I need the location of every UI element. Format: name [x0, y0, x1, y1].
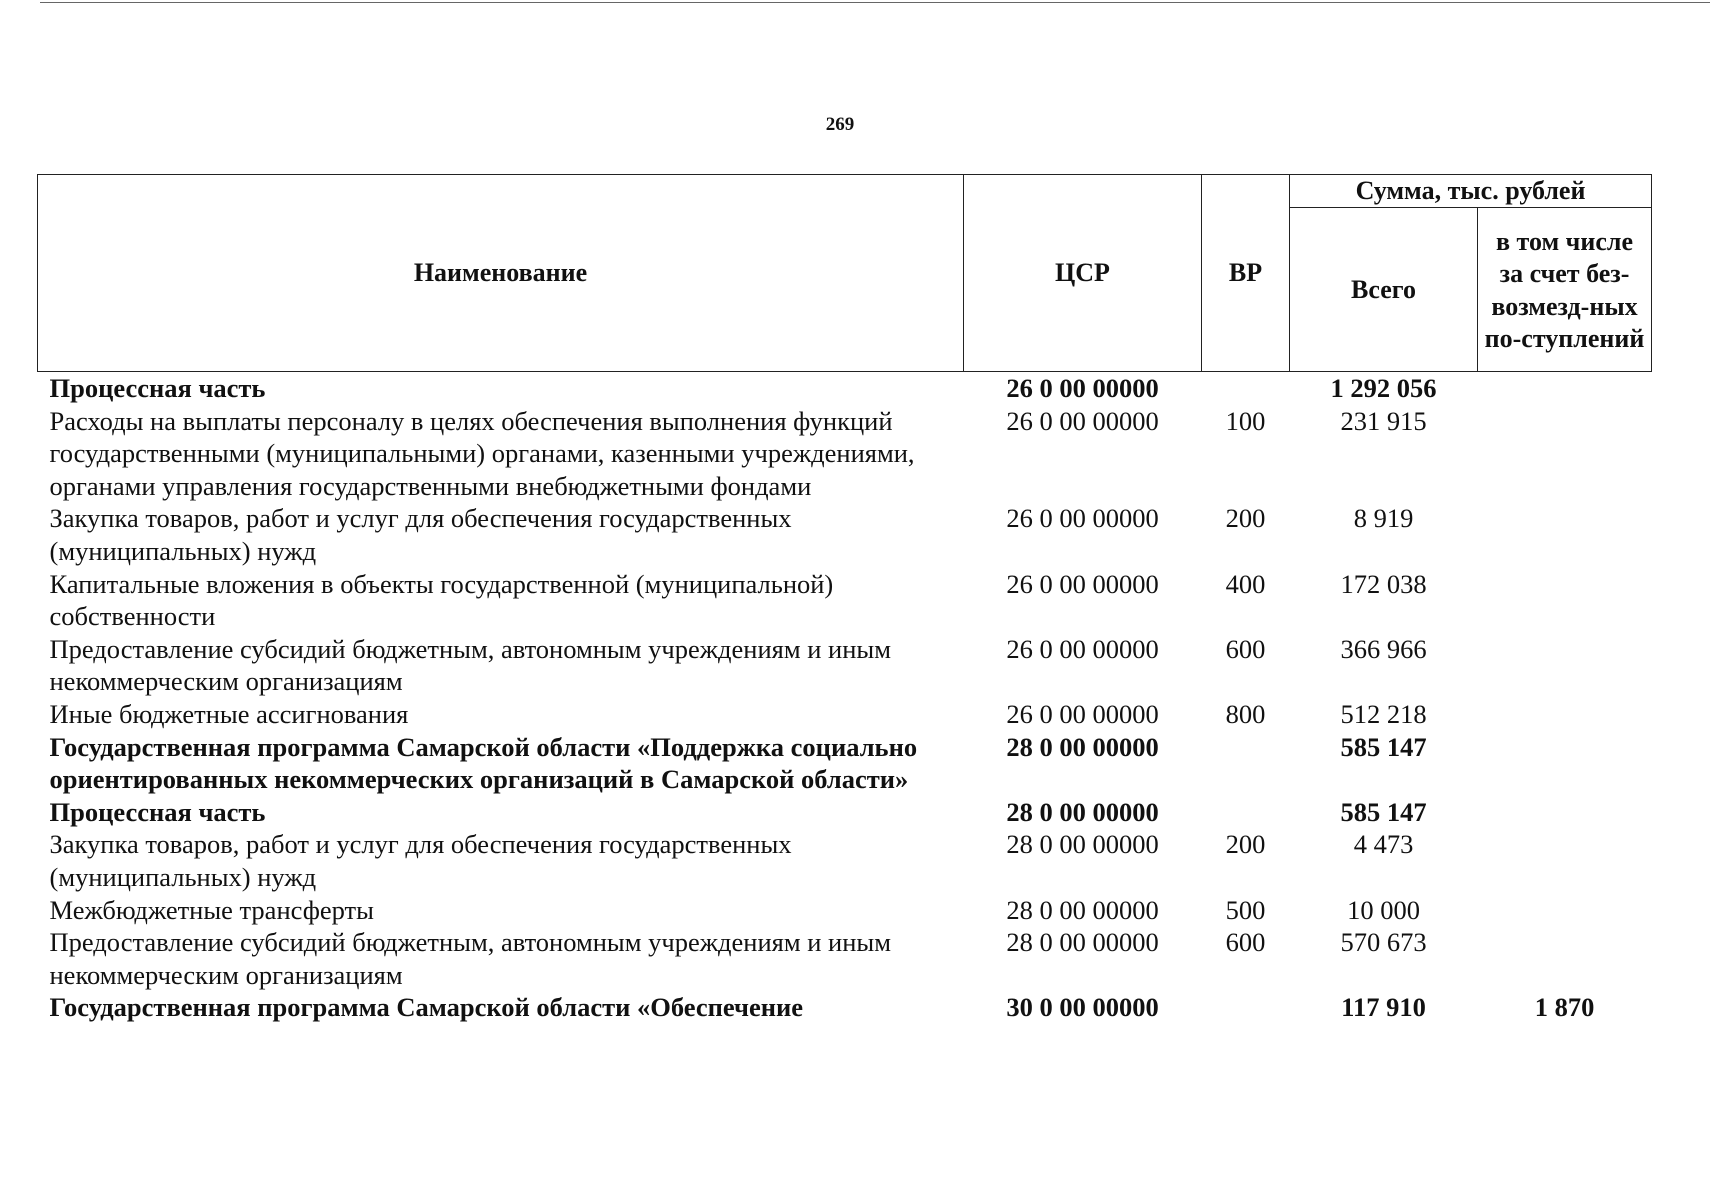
row-csr: 28 0 00 00000 — [1006, 731, 1159, 762]
row-vr — [1202, 991, 1290, 1024]
table-row — [38, 926, 1652, 991]
row-free — [1478, 698, 1652, 731]
row-vr: 500 — [1225, 894, 1266, 925]
row-free — [1478, 731, 1652, 796]
header-vr: ВР — [1202, 175, 1290, 372]
row-name: Предоставление субсидий бюджетным, автономным учреждениям и иным некоммерческим организациям — [49, 633, 891, 697]
table-row — [38, 828, 1652, 893]
table-header — [38, 175, 1652, 372]
row-csr: 26 0 00 00000 — [1006, 568, 1159, 599]
table-row — [38, 894, 1652, 927]
row-total: 231 915 — [1340, 405, 1427, 436]
table-row — [38, 502, 1652, 567]
row-vr — [1202, 796, 1290, 829]
header-sum: Сумма, тыс. рублей — [1290, 175, 1652, 208]
row-vr: 600 — [1225, 633, 1266, 664]
row-csr: 26 0 00 00000 — [1006, 698, 1159, 729]
row-total: 117 910 — [1341, 992, 1426, 1023]
table-body — [38, 372, 1652, 1024]
row-vr: 400 — [1225, 568, 1266, 599]
row-name: Процессная часть — [49, 796, 266, 827]
row-vr: 100 — [1225, 405, 1266, 436]
row-name: Предоставление субсидий бюджетным, автономным учреждениям и иным некоммерческим организациям — [49, 927, 891, 990]
row-name: Закупка товаров, работ и услуг для обеспечения государственных (муниципальных) нужд — [49, 829, 792, 892]
row-csr: 26 0 00 00000 — [1006, 633, 1159, 664]
table-row — [38, 731, 1652, 796]
page-number: 269 — [825, 114, 855, 135]
row-name: Процессная часть — [49, 373, 266, 403]
header-total: Всего — [1290, 208, 1478, 372]
header-free: в том числе за счет без-возмезд-ных по-ступлений — [1478, 208, 1652, 372]
row-vr: 600 — [1225, 927, 1266, 958]
row-csr: 28 0 00 00000 — [1006, 894, 1159, 925]
header-csr: ЦСР — [964, 175, 1202, 372]
row-total: 366 966 — [1340, 633, 1427, 664]
row-total: 1 292 056 — [1330, 373, 1437, 403]
row-name: Капитальные вложения в объекты государственной (муниципальной) собственности — [49, 568, 834, 632]
row-csr: 26 0 00 00000 — [1006, 373, 1159, 403]
row-csr: 28 0 00 00000 — [1006, 829, 1159, 860]
row-vr: 200 — [1225, 503, 1266, 534]
table-row — [38, 698, 1652, 731]
row-total: 570 673 — [1340, 927, 1427, 958]
row-vr: 800 — [1225, 698, 1266, 729]
row-free — [1478, 502, 1652, 567]
table-row — [38, 796, 1652, 829]
row-csr: 30 0 00 00000 — [1006, 992, 1159, 1023]
row-vr — [1202, 372, 1290, 405]
row-total: 585 147 — [1340, 731, 1427, 762]
row-name: Государственная программа Самарской области «Поддержка социально ориентированных некоммерческих организаций в Самарской области» — [49, 731, 918, 795]
table-row — [38, 405, 1652, 503]
table-row — [38, 372, 1652, 405]
row-name: Закупка товаров, работ и услуг для обеспечения государственных (муниципальных) нужд — [49, 503, 792, 566]
row-name: Межбюджетные трансферты — [49, 894, 374, 925]
row-free — [1478, 894, 1652, 927]
row-free — [1478, 372, 1652, 405]
row-total: 512 218 — [1340, 698, 1427, 729]
row-name: Иные бюджетные ассигнования — [49, 698, 409, 729]
row-free — [1478, 633, 1652, 698]
row-free — [1478, 796, 1652, 829]
row-free — [1478, 568, 1652, 633]
row-total: 8 919 — [1353, 503, 1414, 534]
table-row — [38, 568, 1652, 633]
page-top-border — [40, 2, 1710, 3]
budget-table — [37, 174, 1652, 1024]
header-name: Наименование — [38, 175, 964, 372]
row-vr: 200 — [1225, 829, 1266, 860]
row-free — [1478, 926, 1652, 991]
row-csr: 26 0 00 00000 — [1006, 405, 1159, 436]
row-total: 585 147 — [1340, 796, 1427, 827]
row-free: 1 870 — [1534, 992, 1595, 1023]
row-vr — [1202, 731, 1290, 796]
row-csr: 28 0 00 00000 — [1006, 927, 1159, 958]
row-name: Государственная программа Самарской области «Обеспечение — [49, 992, 804, 1023]
row-name: Расходы на выплаты персоналу в целях обеспечения выполнения функций государственными (муниципальными) органами, казенными учреждениями, органами управления государственными внебюджетными фондами — [49, 405, 915, 501]
row-free — [1478, 828, 1652, 893]
row-total: 172 038 — [1340, 568, 1427, 599]
table-row — [38, 991, 1652, 1024]
row-csr: 26 0 00 00000 — [1006, 503, 1159, 534]
row-total: 4 473 — [1353, 829, 1414, 860]
row-total: 10 000 — [1347, 894, 1420, 925]
table-row — [38, 633, 1652, 698]
row-csr: 28 0 00 00000 — [1006, 796, 1159, 827]
row-free — [1478, 405, 1652, 503]
